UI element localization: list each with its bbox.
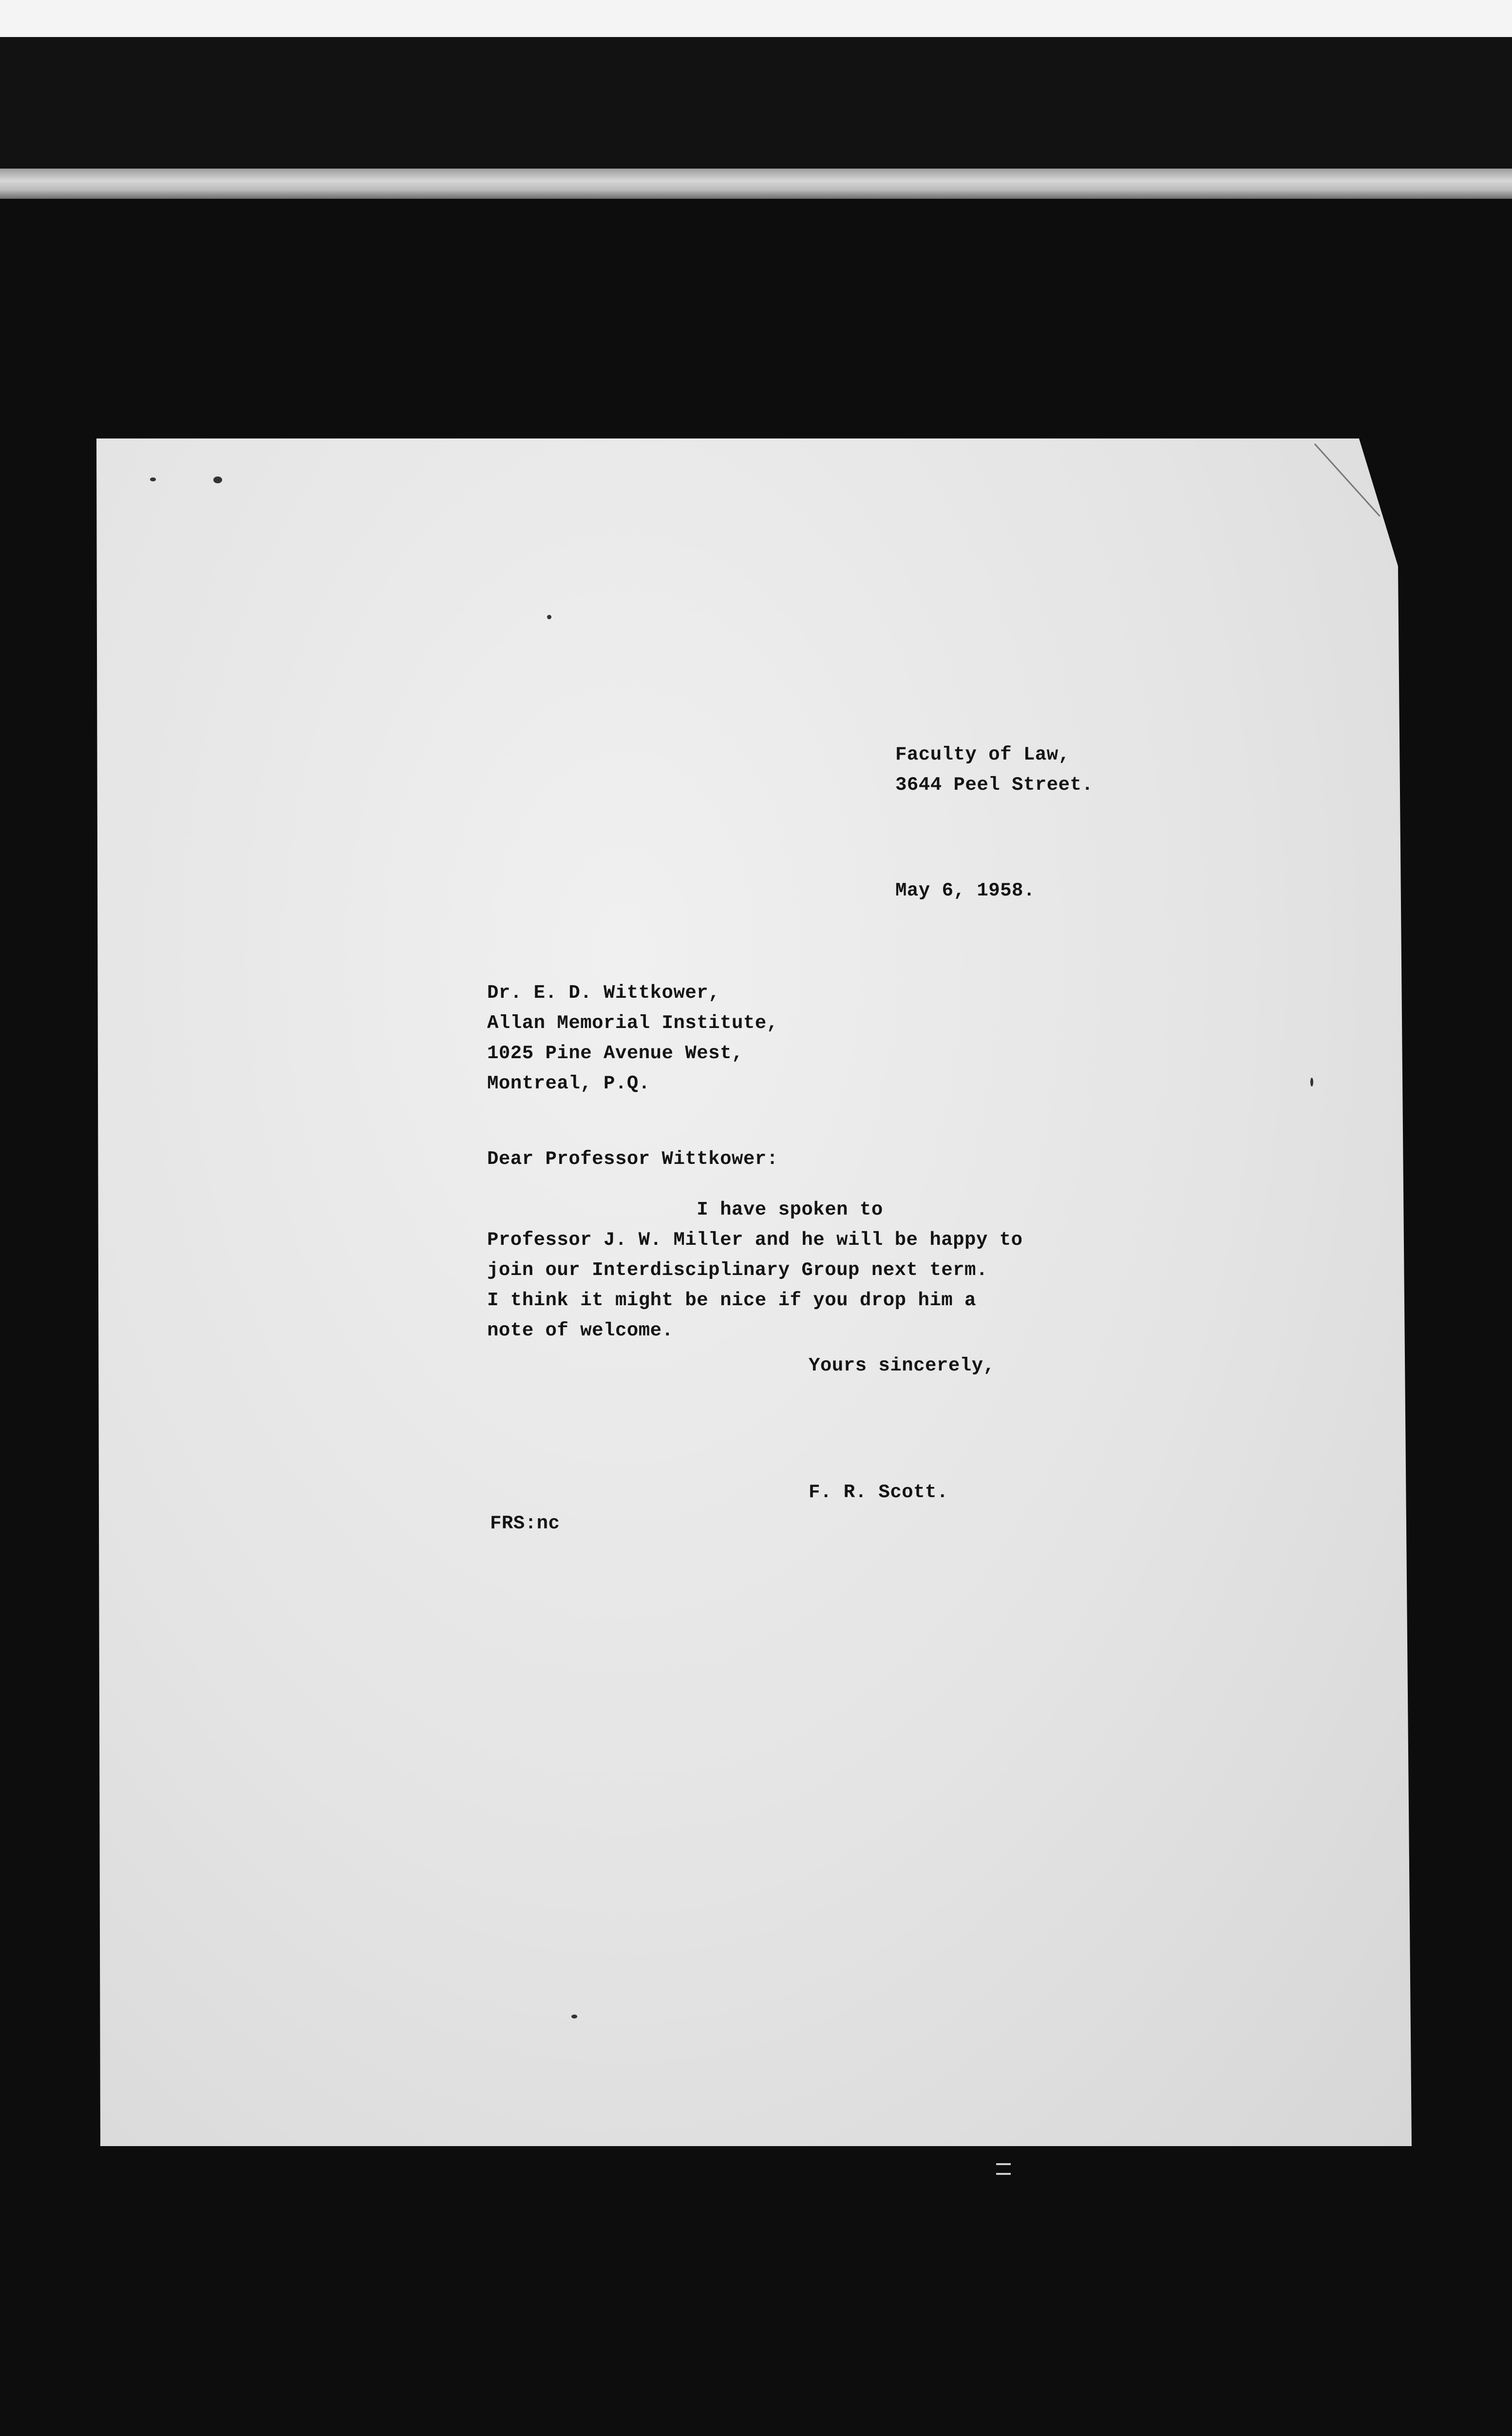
film-border-top (0, 37, 1512, 169)
date-text: May 6, 1958. (895, 880, 1035, 901)
recipient-line: Allan Memorial Institute, (487, 1012, 778, 1034)
address-line: 3644 Peel Street. (895, 774, 1094, 796)
speck (571, 2015, 577, 2018)
signature-block (809, 1477, 948, 1507)
body-line: I have spoken to (487, 1199, 883, 1220)
recipient-line: 1025 Pine Avenue West, (487, 1043, 743, 1064)
film-tick (996, 2163, 1011, 2165)
body-line: I think it might be nice if you drop him a (487, 1290, 976, 1311)
body-line: Professor J. W. Miller and he will be happy to (487, 1229, 1023, 1251)
speck (547, 615, 551, 619)
body-line: note of welcome. (487, 1320, 674, 1341)
complimentary-close (809, 1351, 995, 1381)
closing-text: Yours sincerely, (809, 1355, 995, 1376)
letter-body (487, 1195, 1023, 1346)
sender-address (895, 740, 1093, 800)
signature-text: F. R. Scott. (809, 1482, 948, 1503)
scan-top-margin (0, 0, 1512, 37)
reference-initials (490, 1508, 560, 1539)
salutation (487, 1144, 778, 1174)
recipient-address (487, 978, 778, 1099)
speck (1310, 1078, 1313, 1086)
recipient-line: Dr. E. D. Wittkower, (487, 982, 720, 1004)
recipient-line: Montreal, P.Q. (487, 1073, 650, 1094)
speck (213, 476, 222, 483)
body-line: join our Interdisciplinary Group next term. (487, 1259, 988, 1281)
address-line: Faculty of Law, (895, 744, 1070, 765)
film-tick (996, 2173, 1011, 2175)
reference-text: FRS:nc (490, 1513, 560, 1534)
letter-date (895, 875, 1035, 906)
salutation-text: Dear Professor Wittkower: (487, 1148, 778, 1170)
speck (150, 477, 156, 481)
film-edge-strip-top (0, 169, 1512, 199)
